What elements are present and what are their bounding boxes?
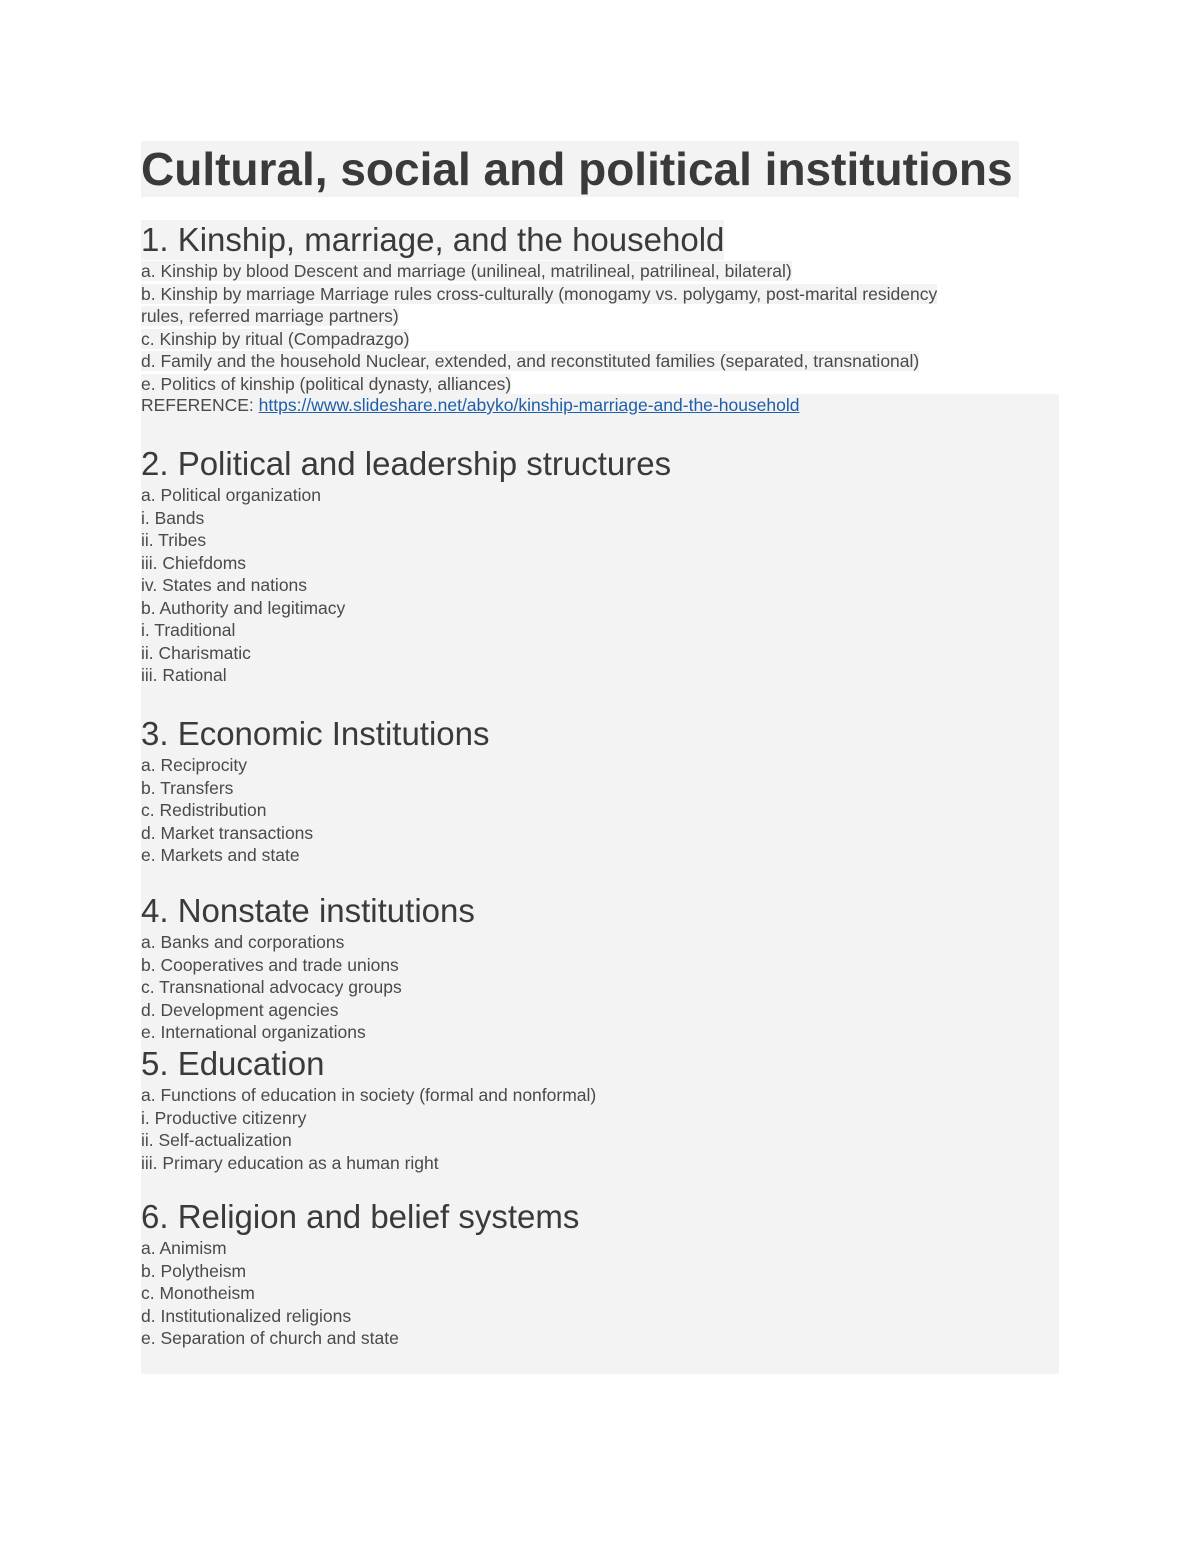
- list-item: ii. Self-actualization: [141, 1130, 292, 1150]
- section-religion: [141, 1197, 579, 1350]
- list-item: a. Banks and corporations: [141, 932, 345, 952]
- reference-label: REFERENCE:: [141, 395, 259, 415]
- list-item: b. Polytheism: [141, 1260, 247, 1281]
- list-item: e. Separation of church and state: [141, 1328, 399, 1348]
- list-item: i. Traditional: [141, 620, 236, 640]
- list-item: a. Political organization: [141, 485, 321, 505]
- list-item: iii. Chiefdoms: [141, 552, 247, 573]
- list-item: iii. Rational: [141, 665, 227, 685]
- section-heading: 6. Religion and belief systems: [141, 1198, 580, 1235]
- list-item: e. Politics of kinship (political dynasty, alliances): [141, 373, 512, 394]
- list-item: d. Development agencies: [141, 999, 339, 1020]
- list-item: b. Cooperatives and trade unions: [141, 954, 399, 975]
- list-item: c. Redistribution: [141, 800, 267, 820]
- highlighted-content-block: [141, 394, 1059, 1374]
- list-item: c. Kinship by ritual (Compadrazgo): [141, 328, 410, 349]
- list-item: d. Institutionalized religions: [141, 1305, 352, 1326]
- section-education: [141, 1044, 596, 1174]
- list-item: a. Kinship by blood Descent and marriage (unilineal, matrilineal, patrilineal, bilateral): [141, 261, 792, 281]
- section-heading: 5. Education: [141, 1045, 325, 1082]
- list-item: b. Transfers: [141, 777, 234, 798]
- list-item: a. Reciprocity: [141, 755, 248, 775]
- section-political: [141, 444, 671, 687]
- section-heading: 4. Nonstate institutions: [141, 892, 475, 929]
- list-item: d. Family and the household Nuclear, extended, and reconstituted families (separated, transnational): [141, 351, 920, 371]
- list-item: ii. Charismatic: [141, 642, 251, 663]
- section-heading: 2. Political and leadership structures: [141, 445, 672, 482]
- list-item: rules, referred marriage partners): [141, 306, 399, 326]
- list-item: c. Transnational advocacy groups: [141, 977, 402, 997]
- section-heading: 1. Kinship, marriage, and the household: [141, 221, 725, 258]
- list-item: iv. States and nations: [141, 575, 308, 595]
- list-item: b. Kinship by marriage Marriage rules cross-culturally (monogamy vs. polygamy, post-marital residency: [141, 283, 938, 304]
- list-item: a. Functions of education in society (formal and nonformal): [141, 1085, 597, 1105]
- reference-line: [141, 394, 800, 417]
- list-item: i. Productive citizenry: [141, 1107, 307, 1128]
- list-item: ii. Tribes: [141, 530, 207, 550]
- section-heading: 3. Economic Institutions: [141, 715, 490, 752]
- list-item: e. Markets and state: [141, 845, 300, 865]
- list-item: b. Authority and legitimacy: [141, 597, 346, 618]
- list-item: e. International organizations: [141, 1022, 366, 1042]
- section-nonstate: [141, 891, 475, 1044]
- list-item: iii. Primary education as a human right: [141, 1152, 439, 1173]
- list-item: c. Monotheism: [141, 1283, 255, 1303]
- section-kinship: [141, 220, 1036, 395]
- document-title: Cultural, social and political institutions: [141, 141, 1019, 197]
- section-economic: [141, 714, 490, 867]
- list-item: d. Market transactions: [141, 822, 314, 843]
- list-item: i. Bands: [141, 507, 205, 528]
- reference-link[interactable]: https://www.slideshare.net/abyko/kinship-marriage-and-the-household: [258, 395, 800, 415]
- list-item: a. Animism: [141, 1238, 227, 1258]
